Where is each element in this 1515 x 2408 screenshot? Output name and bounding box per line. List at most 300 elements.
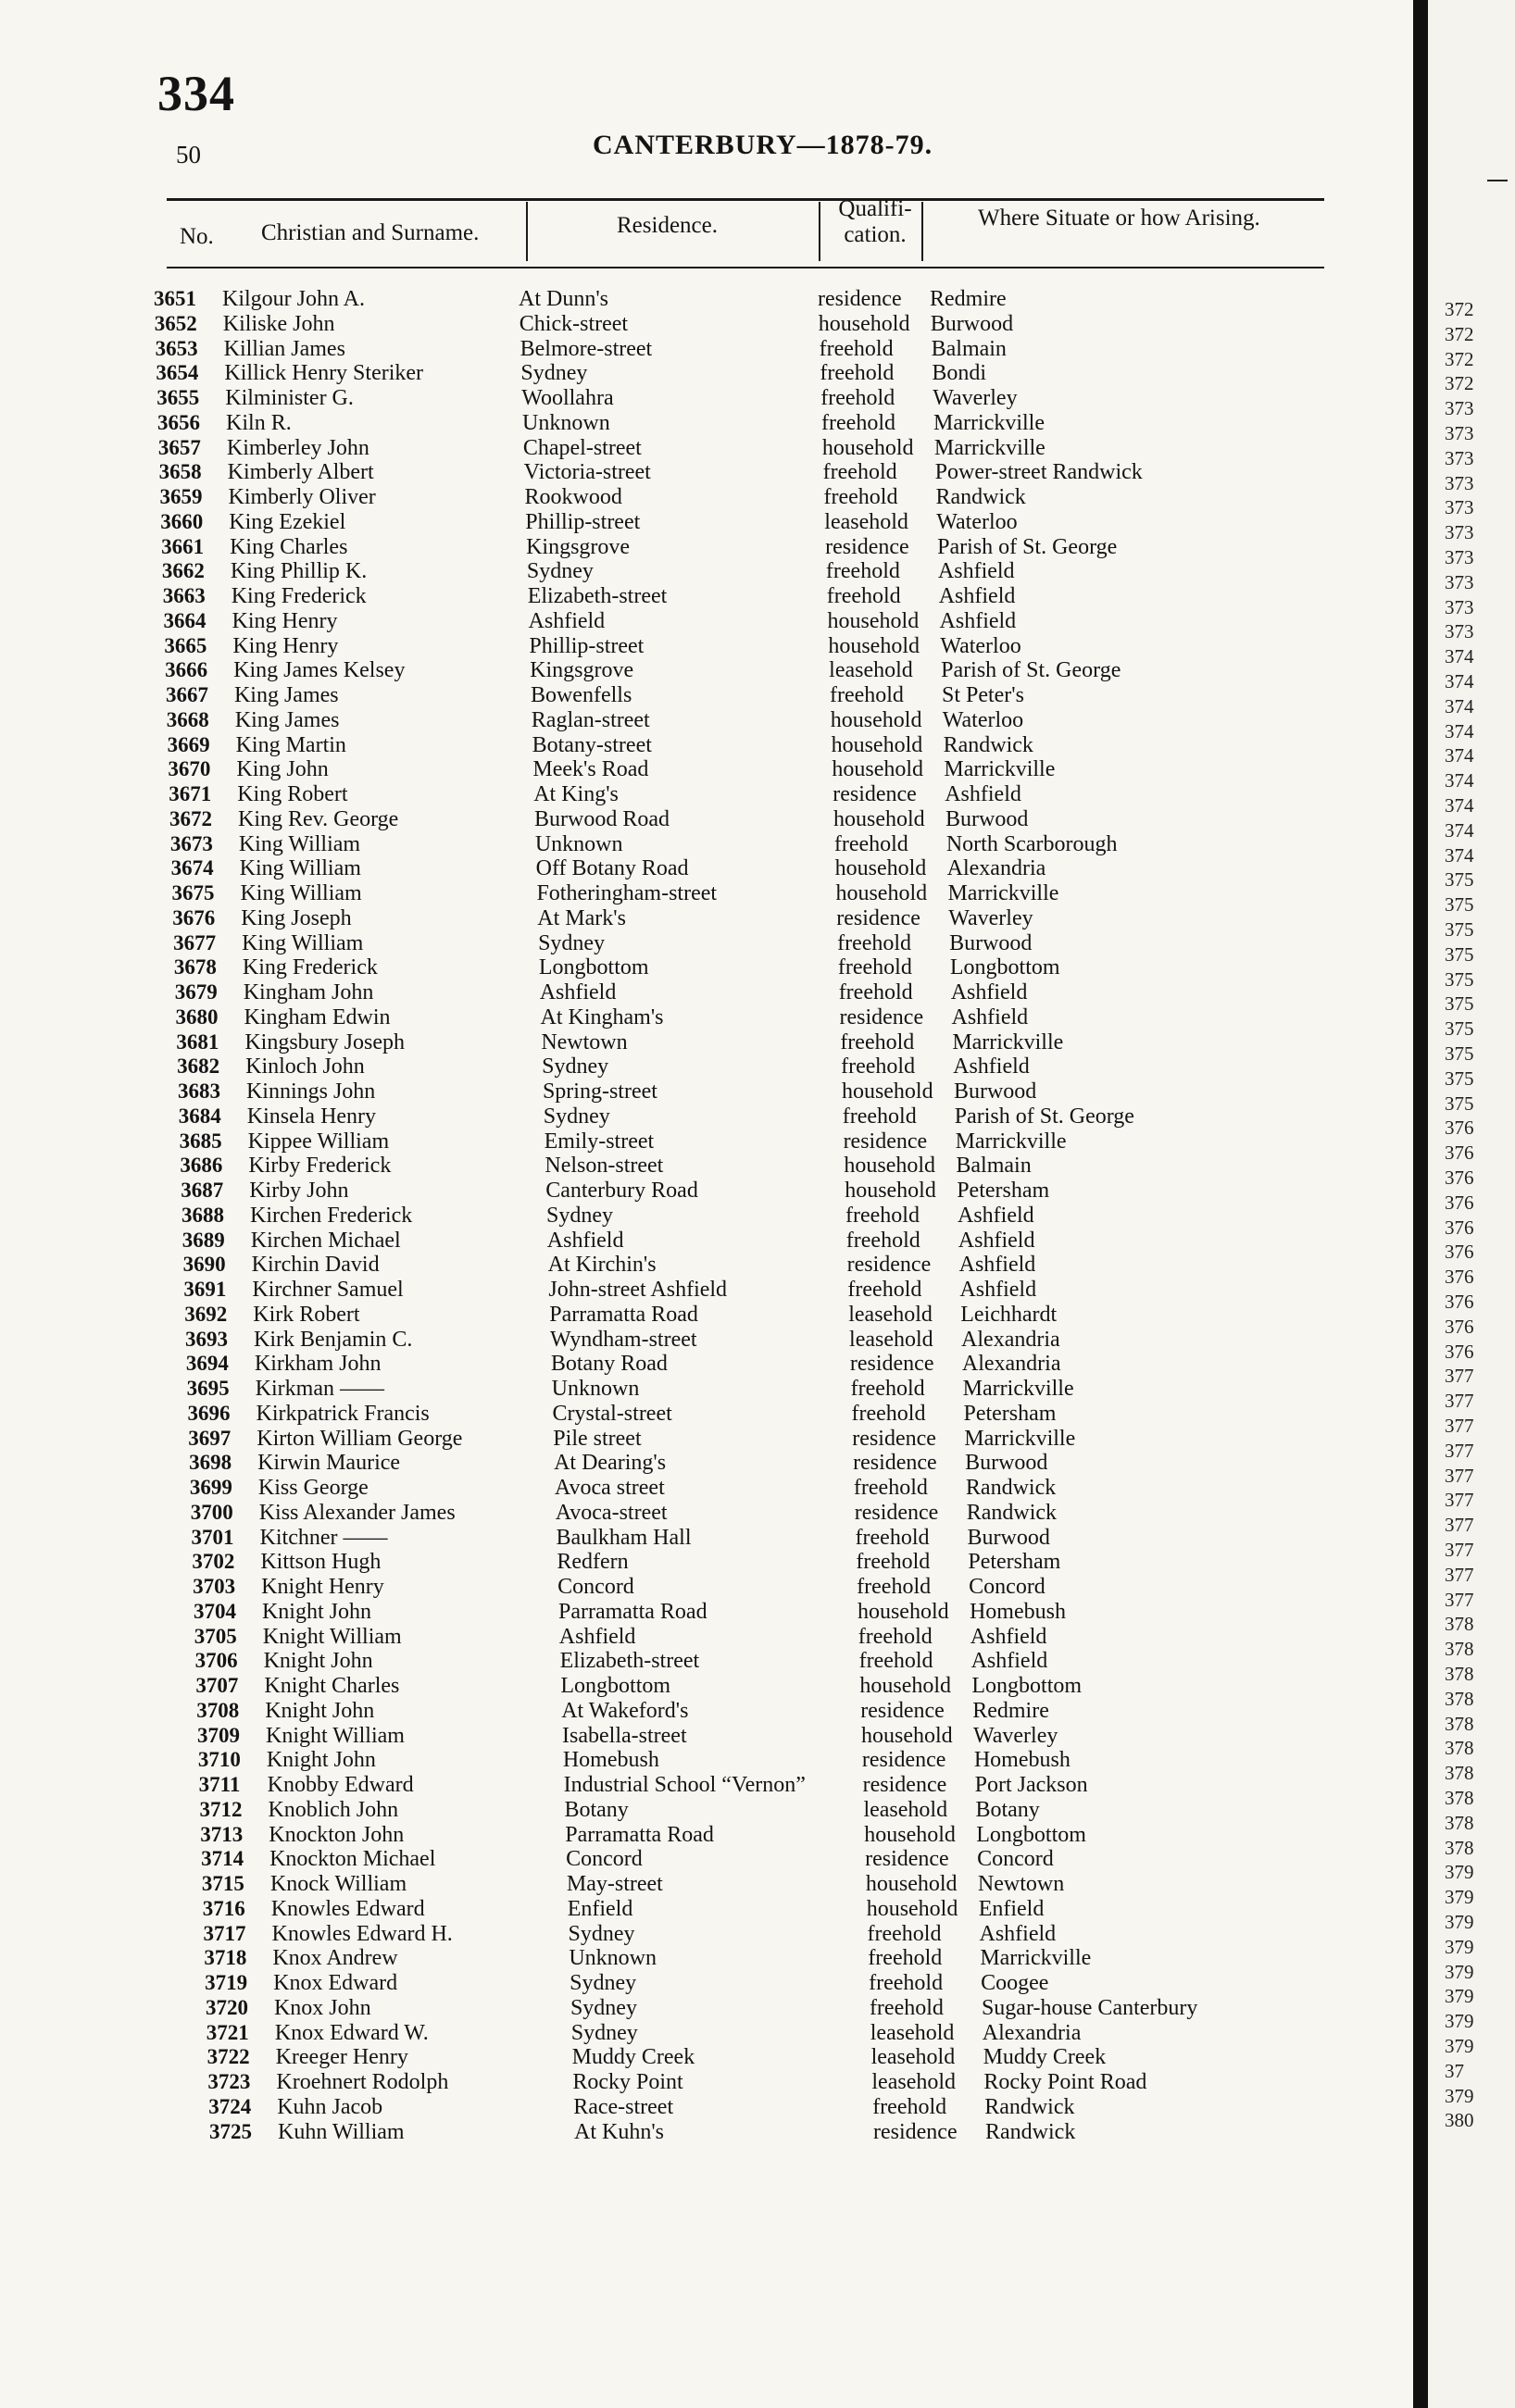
entry-location: Bondi [932, 361, 987, 386]
table-row [0, 460, 1408, 486]
table-row [0, 1649, 1408, 1675]
entry-name: Knox John [273, 1995, 371, 2020]
entry-location: Marrickville [955, 1129, 1067, 1154]
entry-residence: Botany [564, 1797, 629, 1822]
entry-number: 3666 [165, 658, 208, 682]
entry-location: Burwood [930, 311, 1014, 336]
entry-qualification: freehold [825, 559, 900, 584]
entry-name: King James [233, 683, 339, 707]
table-row [0, 658, 1408, 684]
entry-number: 3720 [205, 1995, 248, 2019]
next-page-number: 373 [1445, 397, 1474, 420]
entry-residence: Phillip-street [525, 509, 641, 534]
entry-number: 3679 [174, 980, 218, 1004]
entry-qualification: freehold [837, 955, 912, 980]
entry-name: King Phillip K. [230, 559, 368, 584]
table-row [0, 584, 1408, 610]
table-row [0, 634, 1408, 660]
entry-location: Parish of St. George [937, 534, 1118, 559]
table-row [0, 1600, 1408, 1626]
entry-residence: Elizabeth-street [559, 1649, 700, 1674]
next-page-number: 375 [1445, 868, 1474, 892]
entry-number: 3657 [157, 435, 201, 459]
entry-residence: Nelson-street [545, 1154, 664, 1179]
next-page-number: 373 [1445, 521, 1474, 544]
entry-location: Alexandria [982, 2020, 1082, 2045]
entry-number: 3701 [191, 1525, 234, 1549]
table-row [0, 411, 1408, 437]
entry-qualification: residence [862, 1773, 947, 1797]
entry-number: 3716 [202, 1896, 245, 1920]
entry-location: St Peter's [941, 683, 1024, 707]
entry-name: Killick Henry Steriker [224, 361, 424, 386]
entry-number: 3677 [173, 930, 217, 954]
entry-name: King Henry [232, 633, 339, 658]
next-page-number: 375 [1445, 967, 1474, 991]
entry-number: 3651 [154, 287, 196, 310]
next-page-number: 377 [1445, 1539, 1474, 1561]
entry-qualification: residence [852, 1426, 936, 1451]
next-page-number: 378 [1445, 1762, 1474, 1785]
entry-qualification: household [830, 707, 922, 732]
column-header-qualification: Qualifi-cation. [838, 196, 912, 247]
table-row [0, 1476, 1408, 1502]
entry-residence: Sydney [568, 1921, 635, 1946]
entry-location: Homebush [973, 1748, 1071, 1773]
entry-residence: Homebush [562, 1748, 659, 1773]
entry-location: Burwood [965, 1451, 1048, 1476]
entry-name: Knight Charles [264, 1674, 400, 1698]
entry-residence: Longbottom [560, 1674, 671, 1698]
header-bottom-rule [167, 267, 1324, 268]
entry-name: Kinsela Henry [246, 1104, 377, 1129]
entry-location: Longbottom [949, 955, 1060, 980]
table-row [0, 337, 1408, 363]
entry-name: Knight John [261, 1599, 371, 1624]
entry-qualification: residence [846, 1253, 932, 1278]
next-page-number: 378 [1445, 1811, 1474, 1834]
next-page-number: 372 [1445, 322, 1474, 345]
entry-number: 3673 [169, 831, 213, 855]
entry-name: Kroehnert Rodolph [276, 2070, 449, 2094]
entry-residence: Isabella-street [562, 1723, 687, 1748]
entry-location: Parish of St. George [941, 658, 1121, 683]
entry-name: Knowles Edward [270, 1896, 425, 1921]
table-row [0, 1699, 1408, 1725]
entry-qualification: residence [860, 1698, 945, 1723]
entry-number: 3681 [176, 1029, 219, 1054]
entry-residence: Concord [566, 1847, 643, 1872]
column-header-where: Where Situate or how Arising. [978, 206, 1260, 231]
table-row [0, 1005, 1408, 1031]
table-row [0, 1798, 1408, 1824]
entry-number: 3698 [189, 1451, 232, 1475]
entry-number: 3717 [203, 1921, 246, 1945]
entry-name: Kiss George [257, 1476, 369, 1500]
entry-residence: Avoca street [554, 1476, 665, 1500]
entry-location: Ashfield [958, 1228, 1035, 1253]
entry-qualification: household [818, 311, 910, 336]
entry-location: Ashfield [958, 1253, 1036, 1278]
entry-residence: Unknown [522, 410, 610, 435]
entry-location: Ashfield [951, 1004, 1029, 1029]
table-row [0, 931, 1408, 957]
entry-number: 3668 [166, 707, 209, 731]
entry-name: Kingsbury Joseph [244, 1029, 405, 1054]
next-page-number: 379 [1445, 2035, 1474, 2057]
entry-location: Coogee [981, 1971, 1049, 1995]
entry-location: Randwick [985, 2119, 1076, 2144]
entry-residence: Ashfield [558, 1624, 636, 1649]
table-row [0, 1229, 1408, 1254]
entry-name: Kimberley John [226, 435, 369, 460]
entry-location: Ashfield [938, 584, 1016, 608]
entry-number: 3669 [167, 732, 210, 756]
entry-qualification: residence [853, 1451, 937, 1476]
entry-qualification: freehold [869, 1971, 944, 1995]
entry-residence: Botany Road [550, 1352, 668, 1377]
entry-number: 3660 [160, 509, 204, 533]
column-divider-2 [819, 202, 820, 261]
entry-location: Enfield [978, 1896, 1045, 1921]
entry-number: 3654 [156, 361, 199, 385]
entry-residence: Fotheringham-street [536, 881, 718, 905]
next-page-number: 378 [1445, 1737, 1474, 1760]
table-row [0, 1179, 1408, 1204]
entry-location: Marrickville [964, 1426, 1076, 1451]
entry-location: Ashfield [970, 1649, 1048, 1674]
next-page-number: 377 [1445, 1563, 1474, 1586]
entry-qualification: freehold [867, 1921, 942, 1946]
next-page-number: 378 [1445, 1663, 1474, 1685]
table-row [0, 1079, 1408, 1105]
entry-name: Kirkpatrick Francis [256, 1401, 430, 1426]
entry-location: Power-street Randwick [934, 460, 1143, 485]
entry-residence: At Mark's [537, 905, 626, 930]
entry-name: Kilgour John A. [222, 287, 366, 311]
table-row [0, 906, 1408, 932]
entry-number: 3697 [188, 1426, 232, 1450]
entry-number: 3664 [163, 608, 207, 632]
entry-residence: At Kingham's [540, 1004, 664, 1029]
table-row [0, 535, 1408, 561]
entry-number: 3706 [194, 1649, 238, 1673]
entry-number: 3680 [175, 1004, 219, 1029]
entry-qualification: freehold [841, 1054, 916, 1079]
next-page-number: 374 [1445, 645, 1474, 668]
entry-qualification: leasehold [824, 509, 908, 534]
table-row [0, 1501, 1408, 1527]
entry-residence: Avoca-street [555, 1500, 668, 1525]
entry-residence: Woollahra [521, 386, 614, 410]
entry-residence: Newtown [541, 1029, 628, 1054]
next-page-number: 379 [1445, 2084, 1474, 2107]
entry-qualification: freehold [869, 1995, 944, 2020]
table-row [0, 832, 1408, 858]
entry-location: Marrickville [933, 410, 1045, 435]
entry-location: Alexandria [961, 1327, 1060, 1352]
entry-number: 3715 [201, 1872, 244, 1895]
entry-qualification: freehold [821, 410, 896, 435]
entry-location: Sugar-house Canterbury [981, 1995, 1198, 2020]
entry-qualification: leasehold [863, 1797, 948, 1822]
entry-number: 3691 [183, 1278, 227, 1301]
entry-number: 3695 [186, 1377, 230, 1400]
entry-residence: At Dunn's [519, 287, 608, 311]
entry-name: Kiss Alexander James [258, 1500, 456, 1525]
entry-qualification: leasehold [848, 1302, 933, 1327]
entry-number: 3710 [197, 1748, 241, 1772]
entry-residence: Botany-street [532, 732, 652, 757]
table-row [0, 2120, 1408, 2146]
next-page-number: 376 [1445, 1167, 1474, 1189]
entry-qualification: household [833, 806, 925, 831]
entry-number: 3661 [161, 534, 205, 558]
entry-name: Knowles Edward H. [271, 1921, 453, 1946]
entry-number: 3662 [161, 559, 205, 583]
next-page-number: 375 [1445, 1067, 1474, 1090]
next-page-number: 377 [1445, 1588, 1474, 1611]
entry-residence: Concord [557, 1575, 634, 1599]
table-row [0, 955, 1408, 981]
next-page-number: 37 [1445, 2059, 1464, 2082]
entry-qualification: household [831, 732, 923, 757]
page-number: 334 [157, 66, 235, 121]
table-row [0, 436, 1408, 462]
entry-location: Burwood [945, 806, 1029, 831]
table-row [0, 609, 1408, 635]
entry-location: Waterloo [942, 707, 1024, 732]
entry-residence: At Kirchin's [547, 1253, 657, 1278]
entry-location: Ashfield [945, 782, 1021, 806]
next-page-number: 376 [1445, 1315, 1474, 1338]
entry-location: Marrickville [933, 435, 1045, 460]
entry-residence: At Dearing's [554, 1451, 667, 1476]
entry-residence: Belmore-street [520, 336, 653, 361]
next-page-number: 379 [1445, 2010, 1474, 2033]
entry-number: 3696 [187, 1401, 231, 1425]
entry-location: Ashfield [958, 1203, 1034, 1228]
entry-location: Petersham [968, 1550, 1061, 1575]
entry-qualification: household [865, 1872, 958, 1896]
column-divider-1 [526, 202, 528, 261]
entry-location: Burwood [967, 1525, 1050, 1550]
entry-location: Alexandria [946, 856, 1046, 881]
entry-location: North Scarborough [945, 831, 1118, 856]
table-row [0, 1451, 1408, 1477]
entry-number: 3656 [157, 410, 201, 434]
entry-name: Kiln R. [226, 410, 292, 435]
next-page-number: 377 [1445, 1365, 1474, 1388]
table-row [0, 1847, 1408, 1873]
entry-qualification: residence [873, 2119, 958, 2144]
entry-name: Knox Andrew [272, 1946, 398, 1971]
table-row [0, 1971, 1408, 1997]
entry-qualification: household [832, 757, 924, 782]
entry-residence: Unknown [551, 1377, 640, 1401]
entry-qualification: household [835, 881, 928, 905]
entry-number: 3663 [162, 584, 206, 607]
entry-number: 3658 [158, 460, 202, 484]
entry-location: Ashfield [970, 1624, 1047, 1649]
entry-number: 3712 [199, 1797, 243, 1821]
entry-name: King Joseph [241, 905, 352, 930]
entry-residence: At King's [533, 782, 619, 806]
table-row [0, 1328, 1408, 1354]
next-page-number: 378 [1445, 1638, 1474, 1661]
entry-name: Knox Edward [273, 1971, 398, 1995]
next-page-number: 375 [1445, 1092, 1474, 1115]
entry-number: 3725 [209, 2119, 252, 2143]
table-row [0, 1104, 1408, 1130]
entry-qualification: freehold [850, 1377, 925, 1401]
entry-qualification: residence [849, 1352, 934, 1377]
entry-qualification: freehold [842, 1104, 917, 1129]
table-row [0, 1427, 1408, 1453]
entry-qualification: leasehold [849, 1327, 933, 1352]
entry-qualification: freehold [868, 1946, 943, 1971]
entry-number: 3713 [200, 1822, 244, 1846]
entry-residence: Longbottom [538, 955, 649, 980]
entry-residence: Rookwood [524, 485, 622, 509]
table-row [0, 856, 1408, 882]
sub-page-number: 50 [176, 141, 201, 168]
table-row [0, 2095, 1408, 2121]
entry-number: 3655 [157, 386, 200, 409]
table-row [0, 1204, 1408, 1229]
entry-residence: Sydney [526, 559, 594, 584]
table-row [0, 2070, 1408, 2096]
next-page-number: 377 [1445, 1439, 1474, 1462]
entry-qualification: household [845, 1179, 936, 1203]
entry-qualification: household [841, 1079, 933, 1104]
entry-residence: Sydney [538, 930, 606, 955]
table-row [0, 1278, 1408, 1304]
table-row [0, 485, 1408, 511]
edge-dash-mark [1487, 180, 1508, 181]
next-page-number: 375 [1445, 992, 1474, 1016]
table-row [0, 782, 1408, 808]
table-row [0, 2045, 1408, 2071]
table-row [0, 1030, 1408, 1056]
table-row [0, 683, 1408, 709]
entry-residence: Sydney [520, 361, 588, 386]
entry-name: Knockton Michael [269, 1847, 436, 1872]
entry-residence: Pile street [553, 1426, 642, 1451]
entry-qualification: freehold [826, 584, 901, 608]
entry-residence: Kingsgrove [526, 534, 631, 559]
entry-location: Randwick [966, 1500, 1058, 1525]
next-page-number: 379 [1445, 1935, 1474, 1958]
next-page-number: 373 [1445, 570, 1474, 593]
column-header-residence: Residence. [617, 213, 718, 238]
entry-name: Kirton William George [257, 1426, 463, 1451]
entry-residence: Victoria-street [523, 460, 651, 485]
entry-number: 3724 [208, 2094, 252, 2118]
entry-residence: Redfern [557, 1550, 629, 1575]
entry-name: Kirchen Michael [250, 1228, 401, 1253]
entry-qualification: household [828, 633, 920, 658]
entry-name: King Robert [237, 782, 348, 806]
entry-residence: Raglan-street [531, 707, 650, 732]
entry-number: 3688 [182, 1203, 224, 1227]
entry-residence: Industrial School “Vernon” [563, 1773, 806, 1797]
entry-qualification: freehold [819, 336, 894, 361]
entry-number: 3700 [190, 1500, 233, 1524]
entry-qualification: household [844, 1154, 936, 1179]
next-page-number: 374 [1445, 818, 1474, 842]
next-page-number: 380 [1445, 2109, 1474, 2132]
next-page-number: 373 [1445, 595, 1474, 618]
entry-location: Burwood [953, 1079, 1037, 1104]
entry-location: Marrickville [952, 1029, 1064, 1054]
entry-residence: Parramatta Road [557, 1599, 707, 1624]
next-page-number: 379 [1445, 1886, 1474, 1909]
entry-name: Killian James [223, 336, 345, 361]
entry-name: Kirchin David [251, 1253, 380, 1278]
entry-qualification: freehold [845, 1203, 920, 1228]
entry-location: Ashfield [939, 608, 1017, 633]
entry-name: Knock William [269, 1872, 407, 1896]
next-page-number: 378 [1445, 1613, 1474, 1636]
next-page-number: 375 [1445, 1017, 1474, 1041]
entry-name: Kilminister G. [225, 386, 354, 410]
entry-name: Kimberly Oliver [228, 485, 376, 509]
entry-residence: Sydney [546, 1203, 613, 1228]
next-page-number: 374 [1445, 794, 1474, 817]
table-row [0, 980, 1408, 1006]
entry-residence: Ashfield [539, 980, 617, 1004]
entry-location: Parish of St. George [954, 1104, 1134, 1129]
next-page-number: 379 [1445, 1861, 1474, 1884]
next-page-number: 372 [1445, 347, 1474, 370]
entry-number: 3667 [165, 683, 208, 706]
table-row [0, 1377, 1408, 1403]
entry-name: Kirby Frederick [248, 1154, 392, 1179]
entry-number: 3719 [205, 1971, 248, 1994]
table-row [0, 1154, 1408, 1179]
entry-residence: Canterbury Road [545, 1179, 698, 1203]
next-page-number: 378 [1445, 1712, 1474, 1735]
next-page-number: 374 [1445, 769, 1474, 792]
entry-name: Kirk Benjamin C. [254, 1327, 413, 1352]
next-page-number: 376 [1445, 1241, 1474, 1264]
entry-name: Kittson Hugh [260, 1550, 382, 1575]
entry-name: King William [238, 831, 361, 856]
table-row [0, 2021, 1408, 2047]
entry-name: Kirchen Frederick [250, 1203, 413, 1228]
table-row [0, 1352, 1408, 1378]
next-page-number: 375 [1445, 893, 1474, 917]
entry-location: Randwick [943, 732, 1033, 757]
entry-residence: Enfield [567, 1896, 633, 1921]
entry-qualification: residence [861, 1748, 946, 1773]
entry-name: Kimberly Albert [227, 460, 374, 485]
entry-number: 3711 [198, 1773, 241, 1796]
entry-location: Newtown [977, 1872, 1065, 1896]
entry-residence: Sydney [570, 1971, 637, 1995]
entry-qualification: residence [865, 1847, 949, 1872]
entry-location: Marrickville [980, 1946, 1092, 1971]
entry-number: 3682 [177, 1054, 220, 1079]
entry-qualification: freehold [820, 361, 895, 386]
entry-qualification: freehold [858, 1649, 933, 1674]
entry-qualification: leasehold [871, 2070, 957, 2094]
entry-number: 3702 [192, 1550, 235, 1574]
next-page-number: 374 [1445, 744, 1474, 767]
entry-location: Ashfield [959, 1278, 1037, 1302]
page-title: CANTERBURY—1878-79. [593, 130, 933, 160]
